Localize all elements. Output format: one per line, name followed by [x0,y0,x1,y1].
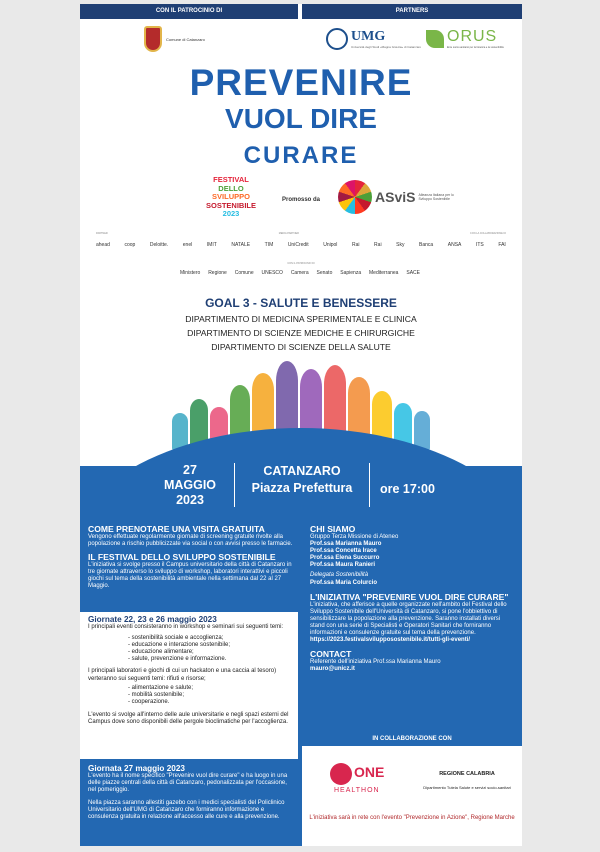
festival-l3: SVILUPPO [212,192,250,201]
poster [80,4,522,846]
regione-label: REGIONE CALABRIA [439,771,495,777]
delegata-name: Prof.ssa Maria Colurcio [310,579,378,586]
event-city: CATANZARO [263,464,341,478]
sponsor-logo: ITS [475,242,484,248]
sponsor-logo: Banca [419,242,434,248]
sponsor-logo: coop [124,242,136,248]
label-partner: PARTNER [96,232,108,235]
text-27: L'evento ha il nome specifico "Prevenire vuol dire curare" e ha luogo in una delle piazze centrali della città di Catanzaro, pedonalizzata per l'occasione, nel pomeriggio. [88,773,288,794]
onehealthon-icon [330,763,352,785]
sponsor-logo: Senato [316,270,333,276]
heading-festival: IL FESTIVAL DELLO SVILUPPO SOSTENIBILE [88,552,276,563]
goal-heading: GOAL 3 - SALUTE E BENESSERE [205,296,397,310]
sponsor-logo: Comune [234,270,254,276]
department-2: DIPARTIMENTO DI SCIENZE MEDICHE E CHIRURGICHE [187,328,415,338]
festival-l4: SOSTENIBILE [205,200,256,210]
text-festival: L'iniziativa si svolge presso il Campus universitario della città di Catanzaro in tre giornate attraverso lo sviluppo di workshop, laboratori interattivi e piccoli giochi sul tema della sostenibilità ambientale nella settimana dal 22 al 27 Maggio. [88,562,292,590]
tema-item: - educazione alimentare; [128,649,194,656]
heading-prenotare: COME PRENOTARE UNA VISITA GRATUITA [88,524,265,534]
contact-email[interactable]: mauro@unicz.it [310,666,355,673]
heading-27: Giornata 27 maggio 2023 [88,764,185,773]
orus-logo [426,28,517,49]
sponsor-logo: Camera [290,270,309,276]
logo-row2-label [96,262,506,265]
sponsor-logo: UNESCO [261,270,283,276]
heading-iniziativa: L'INIZIATIVA "PREVENIRE VUOL DIRE CURARE" [310,591,509,602]
title-line3: CURARE [243,142,359,169]
members-list [310,541,516,569]
text-prenotare: Vengono effettuate regolarmente giornate di screening gratuite rivolte alla popolazione a rischio pubblicizzate via social o con avvisi presso le farmacie. [88,534,293,548]
text-gazebo: Nella piazza saranno allestiti gazebo con i medici specialisti del Policlinico Universitario dell'UMG di Catanzaro che forniranno informazione e consulenza gratuita in relazione all'accesso alle cure e alla prevenzione. [88,800,285,821]
sponsor-logo: Ministero [180,270,201,276]
umg-logo [326,28,421,50]
sdg-ring-icon [338,180,372,214]
asvis-sub: Alleanza Italiana per lo Sviluppo Sostenibile [418,193,454,201]
text-gruppo: Gruppo Terza Missione di Ateneo [310,534,399,540]
lab-item: - cooperazione. [128,698,170,705]
text-lab: I principali laboratori e giochi di cui un hackaton e una caccia al tesoro) verteranno sui seguenti temi: rifiuti e risorse; [88,668,277,682]
festival-l2: DELLO [218,183,244,193]
sponsor-logo: Deloitte. [149,242,169,248]
rete-note: L'iniziativa sarà in rete con l'evento "Prevenzione in Azione", Regione Marche [309,815,515,821]
sponsor-logo: Mediterranea [369,270,399,276]
comune-label: Comune di Catanzaro [166,36,205,42]
lab-list [88,685,290,706]
collab-box [302,733,522,846]
crest-icon [144,26,162,52]
one-label: ONE [354,764,385,780]
sponsor-logo: ANSA [447,242,462,248]
sponsor-logo: FAI [498,242,506,248]
label-collab: CON LA COLLABORAZIONE DI [470,232,506,235]
asvis-logo [338,180,458,214]
member-item: Prof.ssa Elena Succurro [310,555,380,562]
asvis-name: ASviS [375,189,416,205]
text-iniziativa: L'iniziativa, che afferisce a quelle organizzate nell'ambito del Festival dello Sviluppo Sostenibile dell'Università di Catanzaro, si pone l'obbiettivo di sensibilizzare la popolazione alla prevenzione. Saranno installati diversi stand con una serie di Specialisti e Operatori Sanitari che forniranno informazioni e consulenze gratuite sul tema della prevenzione. [310,601,507,637]
collab-title: IN COLLABORAZIONE CON [302,733,522,746]
label-media: MEDIA PARTNER [278,232,299,235]
event-year: 2023 [176,493,204,507]
globe-icon [326,28,348,50]
logo-row2 [180,270,420,276]
promosso-label: Promosso da [282,197,321,203]
partners-bar: PARTNERS [302,4,522,19]
left-blue-panel [80,759,298,846]
sponsor-logo: Regione [208,270,227,276]
sponsor-logo: UniCredit [287,242,309,248]
event-month: MAGGIO [163,478,217,492]
left-column [88,523,296,591]
comune-logo [144,26,205,52]
sponsor-logo: IMIT [206,242,217,248]
event-time: ore 17:00 [380,482,435,496]
title-line2: VUOL DIRE [225,103,377,134]
label-patrocinio: CON IL PATROCINIO DI [287,262,315,265]
event-day: 27 [183,463,197,477]
title-line1: PREVENIRE [189,62,413,103]
sponsor-logo: Unipol [323,242,338,248]
festival-l5: 2023 [222,209,240,218]
sponsor-logo: ahead [96,242,110,248]
lab-item: - mobilità sostenibile; [128,691,185,698]
leaf-icon [426,30,444,48]
event-location: Piazza Prefettura [251,481,353,495]
heading-chi: CHI SIAMO [310,524,356,534]
event-place [234,463,370,507]
logo-row1 [96,242,506,248]
event-link[interactable]: https://2023.festivalsvilupposostenibile.it/tutti-gli-eventi/ [310,637,471,644]
umg-sub: Università degli Studi «Magna Græcia» di Catanzaro [351,45,422,49]
umg-name: UMG [351,29,386,44]
text-giornate: I principali eventi consisteranno in workshop e seminari sui seguenti temi: [88,624,284,630]
temi-list [88,635,290,663]
sponsor-logo: Rai [351,242,360,248]
sponsor-logo: Sapienza [340,270,362,276]
sponsor-logo: enel [182,242,193,248]
healthon-label: HEALTHON [334,787,380,794]
heading-giornate: Giornate 22, 23 e 26 maggio 2023 [88,615,217,624]
orus-sub: Ente socio-sanitario per la bioetica e la sostenibilità [447,46,504,49]
sponsor-logo: TIM [264,242,274,248]
dipartimento-label: Dipartimento Tutela Salute e servizi socio-sanitari [423,785,511,790]
patrocinio-bar: CON IL PATROCINIO DI [80,4,298,19]
member-item: Prof.ssa Maura Ranieri [310,562,376,569]
heading-contact: CONTACT [310,649,352,660]
tema-item: - educazione e interazione sostenibile; [128,642,231,649]
text-referente: Referente dell'iniziativa Prof.ssa Marianna Mauro [310,659,441,666]
onehealthon-logo [330,763,385,801]
festival-logo [196,176,266,220]
member-item: Prof.ssa Marianna Mauro [310,541,382,548]
member-item: Prof.ssa Concetta Irace [310,548,377,555]
orus-name: ORUS [447,28,498,45]
tema-item: - sostenibilità sociale e accoglienza; [128,635,224,642]
sponsor-logo: Sky [396,242,405,248]
logo-row1-labels [96,232,506,235]
right-column [310,523,516,673]
text-svolge: L'evento si svolge all'interno delle aule universitarie e negli spazi esterni del Campus dove sono disponibili delle pergole bioclimatiche per l'accoglienza. [88,711,289,726]
sponsor-logo: NATALE [231,242,251,248]
event-date [154,463,226,508]
department-1: DIPARTIMENTO DI MEDICINA SPERIMENTALE E CLINICA [185,314,417,324]
sponsor-logo: Rai [374,242,382,248]
festival-l1: FESTIVAL [213,175,249,184]
tema-item: - salute, prevenzione e informazione. [128,656,227,663]
lab-item: - alimentazione e salute; [128,684,194,691]
text-delegata: Delegata Sostenibilità [310,572,369,579]
department-3: DIPARTIMENTO DI SCIENZE DELLA SALUTE [211,342,391,352]
sponsor-logo: SACE [406,270,420,276]
